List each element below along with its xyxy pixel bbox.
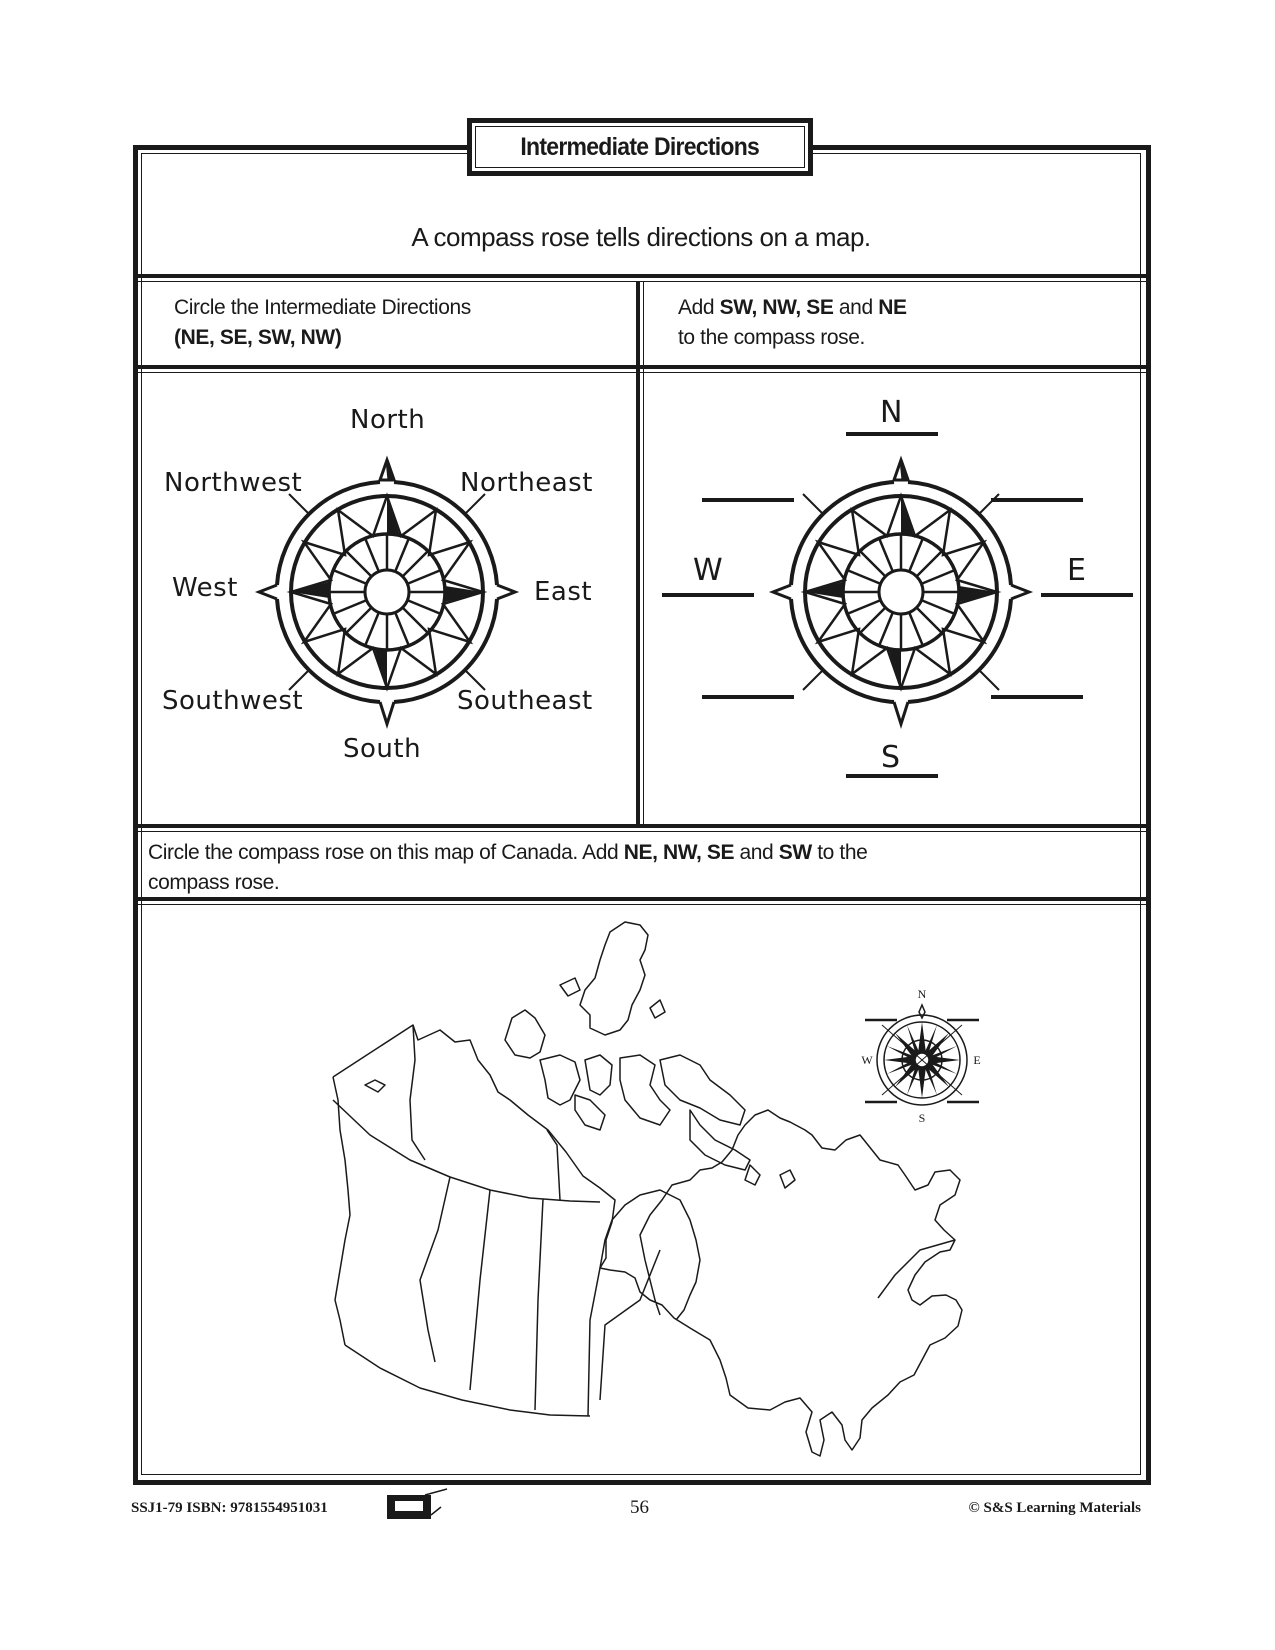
right-instruction-text: Add — [678, 296, 720, 319]
book-logo-icon — [385, 1487, 455, 1519]
label-north[interactable]: North — [350, 405, 426, 435]
right-instruction-text-mid: and — [833, 296, 879, 319]
map-instruction-bold-sw: SW — [778, 841, 812, 864]
right-instruction-line2: to the compass rose. — [678, 326, 865, 349]
map-instruction-line2: compass rose. — [148, 871, 280, 894]
label-n: N — [880, 395, 903, 430]
label-e: E — [1067, 553, 1087, 588]
footer-copyright: © S&S Learning Materials — [968, 1500, 1141, 1516]
page-title: Intermediate Directions — [520, 132, 760, 161]
label-southwest[interactable]: Southwest — [162, 686, 304, 716]
right-instruction-bold: SW, NW, SE — [719, 296, 834, 319]
map-instruction-bold: NE, NW, SE — [623, 841, 735, 864]
mini-compass-s: S — [918, 1111, 926, 1125]
mini-compass-w: W — [861, 1053, 873, 1067]
label-west[interactable]: West — [172, 573, 238, 603]
label-southeast[interactable]: Southeast — [457, 686, 593, 716]
label-w: W — [693, 553, 724, 588]
label-northwest[interactable]: Northwest — [164, 468, 303, 498]
map-instruction-text-and: and — [734, 841, 779, 864]
map-instruction-text: Circle the compass rose on this map of Canada. Add — [148, 841, 624, 864]
mini-compass-e: E — [973, 1053, 981, 1067]
left-instruction-line2: (NE, SE, SW, NW) — [174, 326, 342, 349]
label-s: S — [881, 740, 901, 775]
subtitle: A compass rose tells directions on a map. — [411, 222, 871, 252]
map-instruction-text-end: to the — [811, 841, 868, 864]
page-number: 56 — [630, 1497, 649, 1518]
mini-compass-n: N — [917, 987, 927, 1001]
right-instruction-bold-ne: NE — [878, 296, 907, 319]
label-east[interactable]: East — [534, 577, 593, 607]
label-northeast[interactable]: Northeast — [460, 468, 593, 498]
footer-isbn: SSJ1-79 ISBN: 9781554951031 — [131, 1500, 328, 1516]
left-instruction-line1: Circle the Intermediate Directions — [174, 296, 471, 319]
map-compass-rose-icon[interactable] — [862, 965, 982, 1135]
label-south[interactable]: South — [343, 734, 422, 764]
